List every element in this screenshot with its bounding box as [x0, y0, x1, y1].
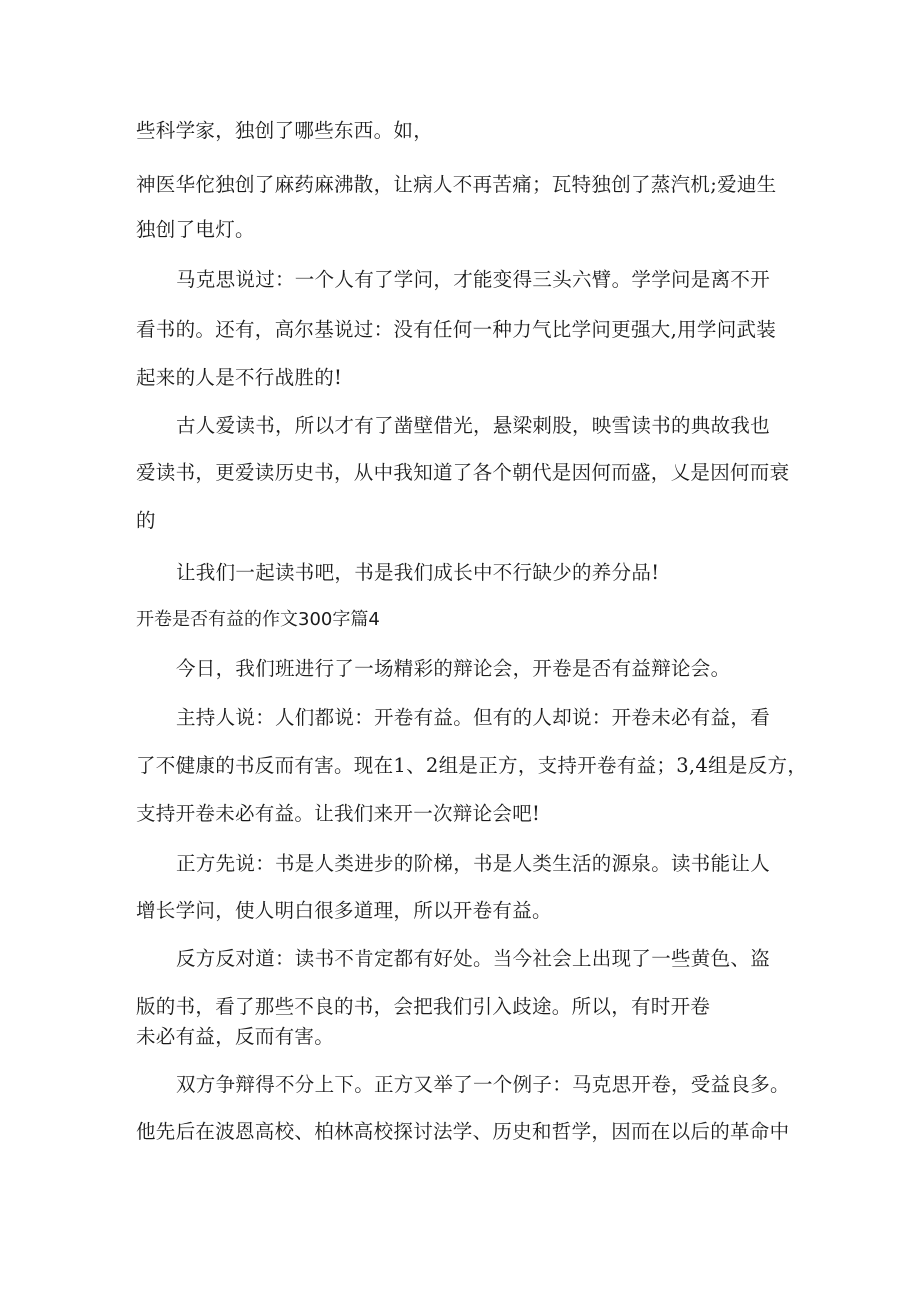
text-line: 正方先说：书是人类进步的阶梯，书是人类生活的源泉。读书能让人 [176, 852, 771, 875]
text-line: 让我们一起读书吧，书是我们成长中不行缺少的养分品! [176, 561, 660, 584]
text-line: 主持人说：人们都说：开卷有益。但有的人却说：开卷未必有益，看 [176, 706, 771, 729]
text-line: 未必有益，反而有害。 [136, 1025, 335, 1048]
text-line: 古人爱读书，所以才有了凿壁借光，悬梁刺股，映雪读书的典故我也 [176, 414, 771, 437]
text-line: 版的书，看了那些不良的书，会把我们引入歧途。所以，有时开卷 [136, 995, 711, 1018]
text-line: 支持开卷未必有益。让我们来开一次辩论会吧! [136, 802, 541, 825]
text-line: 双方争辩得不分上下。正方又举了一个例子：马克思开卷，受益良多。 [176, 1073, 790, 1096]
text-line: 独创了电灯。 [136, 218, 255, 241]
text-line: 爱读书，更爱读历史书，从中我知道了各个朝代是因何而盛，乂是因何而衰 [136, 461, 790, 484]
text-line: 神医华佗独创了麻药麻沸散，让病人不再苦痛；瓦特独创了蒸汽机;爱迪生 [136, 173, 777, 196]
text-line: 增长学问，使人明白很多道理，所以开卷有益。 [136, 899, 552, 922]
text-line: 反方反对道：读书不肯定都有好处。当今社会上出现了一些黄色、盗 [176, 947, 771, 970]
text-line: 些科学家，独创了哪些东西。如， [136, 119, 434, 142]
text-line: 马克思说过：一个人有了学问，才能变得三头六臂。学学问是离不开 [176, 268, 771, 291]
section-heading: 开卷是否有益的作文300字篇4 [136, 609, 380, 630]
text-line: 起来的人是不行战胜的! [136, 366, 343, 389]
text-line: 了不健康的书反而有害。现在1、2组是正方，支持开卷有益；3,4组是反方， [136, 754, 808, 777]
text-line: 看书的。还有，高尔基说过：没有任何一种力气比学问更强大,用学问武装 [136, 318, 777, 341]
text-line: 他先后在波恩高校、柏林高校探讨法学、历史和哲学，因而在以后的革命中 [136, 1120, 790, 1143]
text-line: 的 [136, 509, 156, 532]
text-line: 今日，我们班进行了一场精彩的辩论会，开卷是否有益辩论会。 [176, 657, 731, 680]
